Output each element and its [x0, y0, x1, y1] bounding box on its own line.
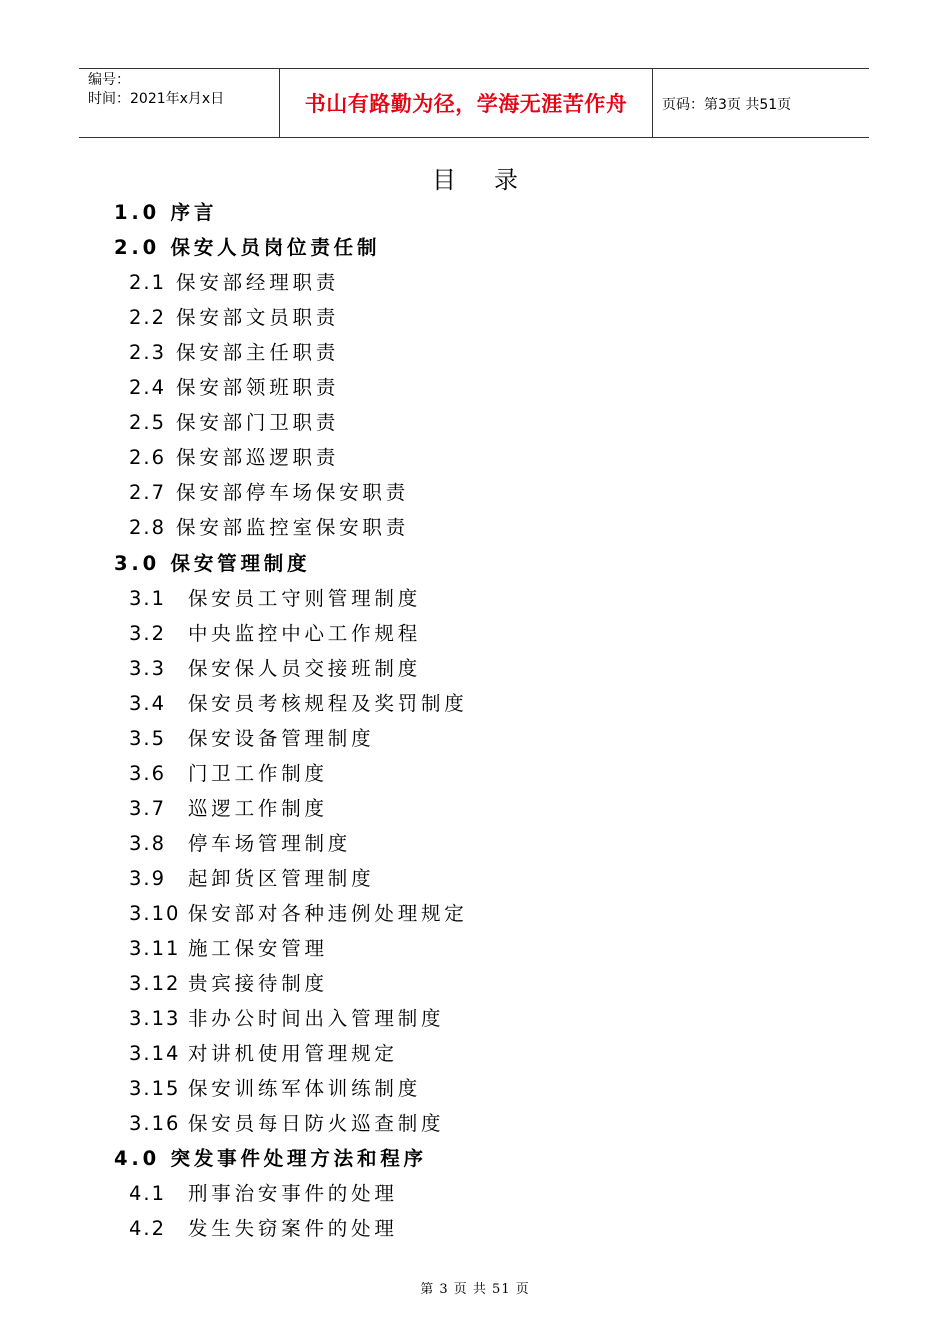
toc-entry-text: 非办公时间出入管理制度 [188, 1007, 445, 1031]
toc-entry-number: 3.13 [129, 1007, 181, 1031]
toc-entry [114, 546, 310, 581]
toc-entry-text: 停车场管理制度 [188, 831, 352, 855]
toc-entry-number: 3.6 [129, 761, 167, 785]
toc-entry-number: 2.5 [129, 411, 167, 435]
toc-entry [129, 1176, 398, 1211]
toc-entry-number: 3.11 [129, 937, 181, 961]
toc-entry-number: 2.6 [129, 446, 167, 470]
toc-entry-number: 2.8 [129, 516, 167, 540]
toc-entry [129, 405, 339, 440]
toc-entry-text: 保安部巡逻职责 [176, 446, 340, 470]
toc-entry-text: 巡逻工作制度 [188, 796, 328, 820]
toc-entry [129, 1071, 421, 1106]
toc-entry-number: 3.15 [129, 1077, 181, 1101]
header-meta [79, 69, 280, 137]
toc-entry-text: 保安员每日防火巡查制度 [188, 1112, 445, 1136]
toc-entry [129, 616, 421, 651]
toc-entry [129, 966, 328, 1001]
toc-entry-number: 3.14 [129, 1042, 181, 1066]
toc-entry-number: 4.2 [129, 1217, 167, 1241]
toc-entry-text: 中央监控中心工作规程 [188, 621, 422, 645]
toc-entry [129, 756, 328, 791]
toc-entry-text: 保安部对各种违例处理规定 [188, 902, 468, 925]
toc-entry [129, 370, 339, 405]
toc-entry [129, 931, 328, 966]
toc-entry [129, 440, 339, 475]
header-page-info: 页码：第3页 共51页 [662, 97, 792, 113]
toc-entry-number: 3.2 [129, 621, 167, 645]
toc-entry-text: 保安训练军体训练制度 [188, 1077, 422, 1101]
toc-entry-text: 施工保安管理 [188, 937, 328, 961]
toc-entry-number: 3.16 [129, 1112, 181, 1136]
toc-entry [129, 1211, 398, 1246]
toc-entry [129, 651, 421, 686]
toc-entry [129, 1036, 398, 1071]
toc-entry-text: 门卫工作制度 [188, 761, 328, 785]
toc-title: 目录 [432, 166, 556, 194]
toc-entry [129, 475, 409, 510]
toc-entry-number: 4.1 [129, 1182, 167, 1206]
toc-entry-text: 保安员工守则管理制度 [188, 586, 422, 610]
toc-entry-number: 3.1 [129, 586, 167, 610]
toc-entry-number: 3.0 [114, 551, 160, 575]
toc-entry-number: 3.12 [129, 972, 181, 996]
document-time-label: 时间：2021年x月x日 [88, 91, 225, 107]
toc-entry-text: 贵宾接待制度 [188, 972, 328, 996]
toc-entry-text: 突发事件处理方法和程序 [170, 1147, 427, 1171]
toc-entry-number: 3.3 [129, 656, 167, 680]
toc-entry [114, 230, 380, 265]
toc-entry-text: 保安员考核规程及奖罚制度 [188, 691, 468, 715]
toc-entry [129, 300, 339, 335]
toc-entry-number: 3.9 [129, 866, 167, 890]
toc-entry [129, 896, 468, 931]
document-number-label: 编号： [88, 72, 130, 88]
toc-entry [129, 335, 339, 370]
toc-entry [129, 686, 468, 721]
page-header [79, 68, 869, 138]
toc-entry [129, 581, 421, 616]
toc-entry-text: 保安管理制度 [170, 551, 311, 575]
toc-entry [129, 265, 339, 300]
toc-entry [129, 1001, 444, 1036]
toc-entry-number: 2.1 [129, 271, 167, 295]
toc-entry-text: 发生失窃案件的处理 [188, 1217, 398, 1241]
toc-entry-number: 3.4 [129, 691, 167, 715]
toc-entry-text: 起卸货区管理制度 [188, 866, 375, 890]
toc-entry [129, 861, 374, 896]
page-footer: 第 3 页 共 51 页 [420, 1282, 530, 1297]
toc-entry-text: 保安部停车场保安职责 [176, 481, 410, 505]
toc-entry-text: 保安人员岗位责任制 [170, 236, 381, 260]
toc-entry-number: 4.0 [114, 1147, 160, 1171]
toc-entry-number: 2.3 [129, 341, 167, 365]
toc-entry-text: 保安保人员交接班制度 [188, 656, 422, 680]
toc-entry [129, 826, 351, 861]
header-motto: 书山有路勤为径，学海无涯苦作舟 [280, 69, 653, 137]
toc-entry [114, 1141, 427, 1176]
toc-entry-number: 3.5 [129, 726, 167, 750]
toc-entry-number: 2.2 [129, 306, 167, 330]
toc-entry-number: 2.0 [114, 236, 160, 260]
toc-entry [129, 721, 374, 756]
toc-entry [129, 1106, 444, 1141]
toc-entry-text: 保安部文员职责 [176, 306, 340, 330]
toc-entry-text: 刑事治安事件的处理 [188, 1182, 398, 1206]
toc-entry-text: 保安设备管理制度 [188, 726, 375, 750]
toc-entry-text: 序言 [170, 201, 218, 224]
toc-entry-number: 3.7 [129, 796, 167, 820]
toc-entry-text: 保安部监控室保安职责 [176, 516, 410, 540]
toc-entry-number: 3.10 [129, 902, 181, 925]
toc-entry-text: 保安部门卫职责 [176, 411, 340, 435]
toc-entry [129, 791, 328, 826]
toc-entry-number: 3.8 [129, 831, 167, 855]
toc-entry [114, 195, 217, 230]
toc-entry-text: 保安部领班职责 [176, 376, 340, 400]
toc-entry-number: 1.0 [114, 201, 160, 224]
toc-entry-number: 2.4 [129, 376, 167, 400]
toc-entry-text: 对讲机使用管理规定 [188, 1042, 398, 1066]
toc-entry [129, 510, 409, 545]
toc-entry-text: 保安部经理职责 [176, 271, 340, 295]
toc-entry-number: 2.7 [129, 481, 167, 505]
toc-entry-text: 保安部主任职责 [176, 341, 340, 365]
